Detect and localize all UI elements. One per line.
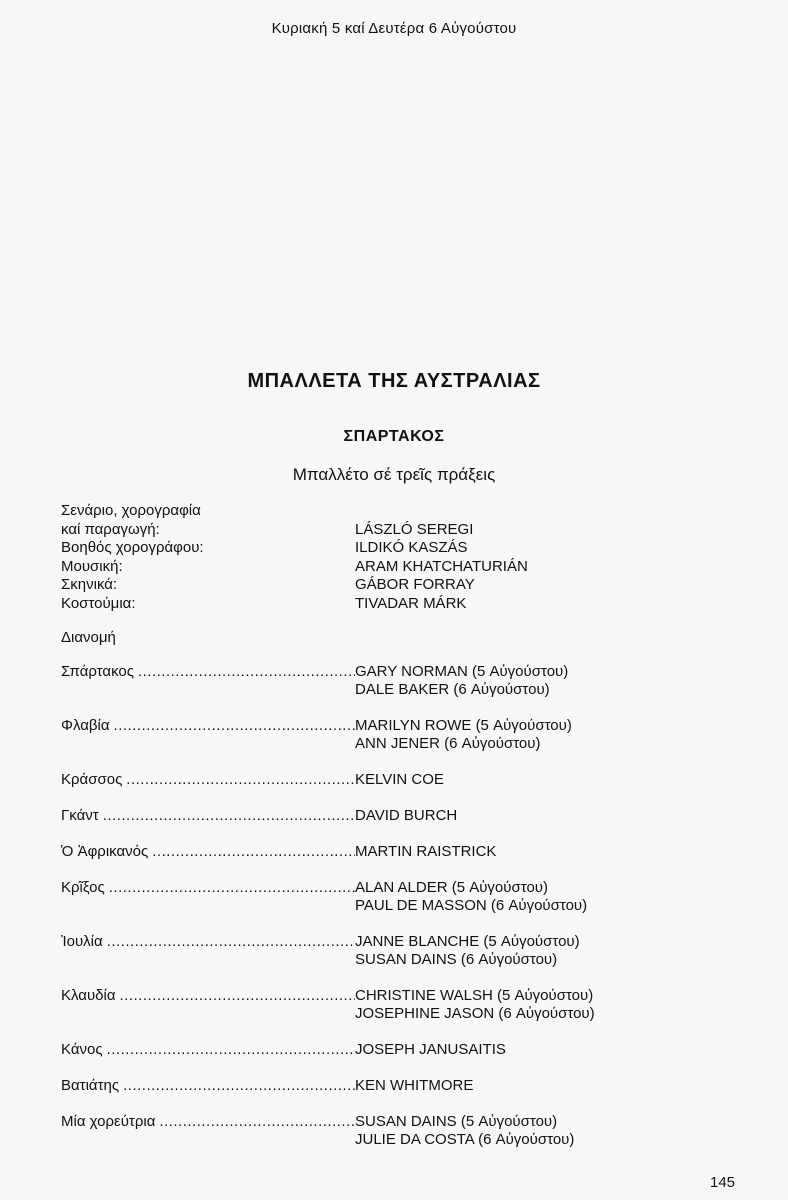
cast-role-label: Ὁ Ἀφρικανός [61, 843, 149, 860]
performer-name: DALE BAKER (6 Αὐγούστου) [355, 681, 550, 698]
performer-name: JANNE BLANCHE (5 Αὐγούστου) [355, 933, 580, 950]
performer-name: JOSEPHINE JASON (6 Αὐγούστου) [355, 1005, 595, 1022]
cast-entry [61, 807, 681, 825]
performer-name: ANN JENER (6 Αὐγούστου) [355, 735, 541, 752]
cast-entry [61, 1077, 681, 1095]
cast-entry [61, 1041, 681, 1059]
cast-role-label: Κλαυδία [61, 987, 116, 1004]
dot-leader [123, 1077, 355, 1095]
credit-role: Βοηθός χορογράφου: [61, 539, 204, 557]
credit-row [61, 576, 681, 595]
dot-leader [159, 1113, 355, 1149]
credit-role: καί παραγωγή: [61, 520, 160, 538]
performer-name: CHRISTINE WALSH (5 Αὐγούστου) [355, 987, 594, 1004]
credit-name: LÁSZLÓ SEREGI [355, 520, 474, 538]
cast-performers [355, 771, 681, 789]
credit-name: ILDIKÓ KASZÁS [355, 539, 468, 557]
cast-role-label: Σπάρτακος [61, 663, 134, 680]
credit-row [61, 558, 681, 577]
performer-name: MARTIN RAISTRICK [355, 843, 497, 860]
performer-name: GARY NORMAN (5 Αὐγούστου) [355, 663, 569, 680]
credit-row [61, 502, 681, 521]
cast-performers [355, 843, 681, 861]
cast-role-label: Γκάντ [61, 807, 99, 824]
cast-entry [61, 717, 681, 753]
credit-role: Σενάριο, χορογραφία [61, 502, 201, 519]
performer-name: JULIE DA COSTA (6 Αὐγούστου) [355, 1131, 575, 1148]
performer-name: ALAN ALDER (5 Αὐγούστου) [355, 879, 548, 896]
cast-role-label: Μία χορεύτρια [61, 1113, 156, 1130]
credit-name: TIVADAR MÁRK [355, 594, 467, 612]
credit-name: GÁBOR FORRAY [355, 576, 475, 594]
credit-row [61, 539, 681, 558]
dot-leader [103, 807, 355, 825]
credit-role: Σκηνικά: [61, 576, 118, 594]
work-title: ΣΠΑΡΤΑΚΟΣ [343, 428, 445, 445]
performer-name: MARILYN ROWE (5 Αὐγούστου) [355, 717, 572, 734]
cast-performers [355, 1077, 681, 1095]
performer-name: KEN WHITMORE [355, 1077, 474, 1094]
dot-leader [138, 663, 355, 699]
cast-entry [61, 771, 681, 789]
cast-role-label: Κρῖξος [61, 879, 105, 896]
cast-entry [61, 879, 681, 915]
work-subtitle: Μπαλλέτο σέ τρεῖς πράξεις [292, 465, 496, 484]
credits-list [61, 502, 681, 614]
cast-entry [61, 1113, 681, 1149]
company-title: ΜΠΑΛΛΕΤΑ ΤΗΣ ΑΥΣΤΡΑΛΙΑΣ [247, 370, 541, 392]
performer-name: KELVIN COE [355, 771, 444, 788]
credit-name [355, 502, 681, 521]
cast-performers [355, 987, 681, 1023]
cast-entry [61, 933, 681, 969]
cast-role-label: Βατιάτης [61, 1077, 120, 1094]
dot-leader [107, 1041, 355, 1059]
cast-role-label: Ἰουλία [61, 933, 103, 950]
credit-row [61, 521, 681, 540]
cast-performers [355, 1113, 681, 1149]
page-header-date: Κυριακή 5 καί Δευτέρα 6 Αὐγούστου [271, 20, 517, 37]
cast-performers [355, 717, 681, 753]
page-number: 145 [710, 1174, 736, 1191]
credit-row [61, 595, 681, 614]
performer-name: SUSAN DAINS (5 Αὐγούστου) [355, 1113, 558, 1130]
performer-name: SUSAN DAINS (6 Αὐγούστου) [355, 951, 558, 968]
dot-leader [152, 843, 355, 861]
performer-name: PAUL DE MASSON (6 Αὐγούστου) [355, 897, 588, 914]
credit-name: ARAM KHATCHATURIÁN [355, 557, 528, 575]
cast-entry [61, 987, 681, 1023]
dot-leader [126, 771, 355, 789]
cast-performers [355, 1041, 681, 1059]
cast-heading: Διανομή [61, 629, 116, 646]
dot-leader [120, 987, 355, 1023]
dot-leader [114, 717, 355, 753]
cast-entry [61, 663, 681, 699]
cast-role-label: Κράσσος [61, 771, 123, 788]
dot-leader [107, 933, 355, 969]
performer-name: DAVID BURCH [355, 807, 458, 824]
cast-performers [355, 663, 681, 699]
credit-role: Μουσική: [61, 557, 123, 575]
performer-name: JOSEPH JANUSAITIS [355, 1041, 506, 1058]
cast-role-label: Φλαβία [61, 717, 110, 734]
cast-role-label: Κάνος [61, 1041, 103, 1058]
cast-performers [355, 807, 681, 825]
cast-entry [61, 843, 681, 861]
credit-role: Κοστούμια: [61, 594, 136, 612]
dot-leader [109, 879, 355, 915]
cast-performers [355, 933, 681, 969]
cast-performers [355, 879, 681, 915]
cast-list [61, 663, 681, 1167]
